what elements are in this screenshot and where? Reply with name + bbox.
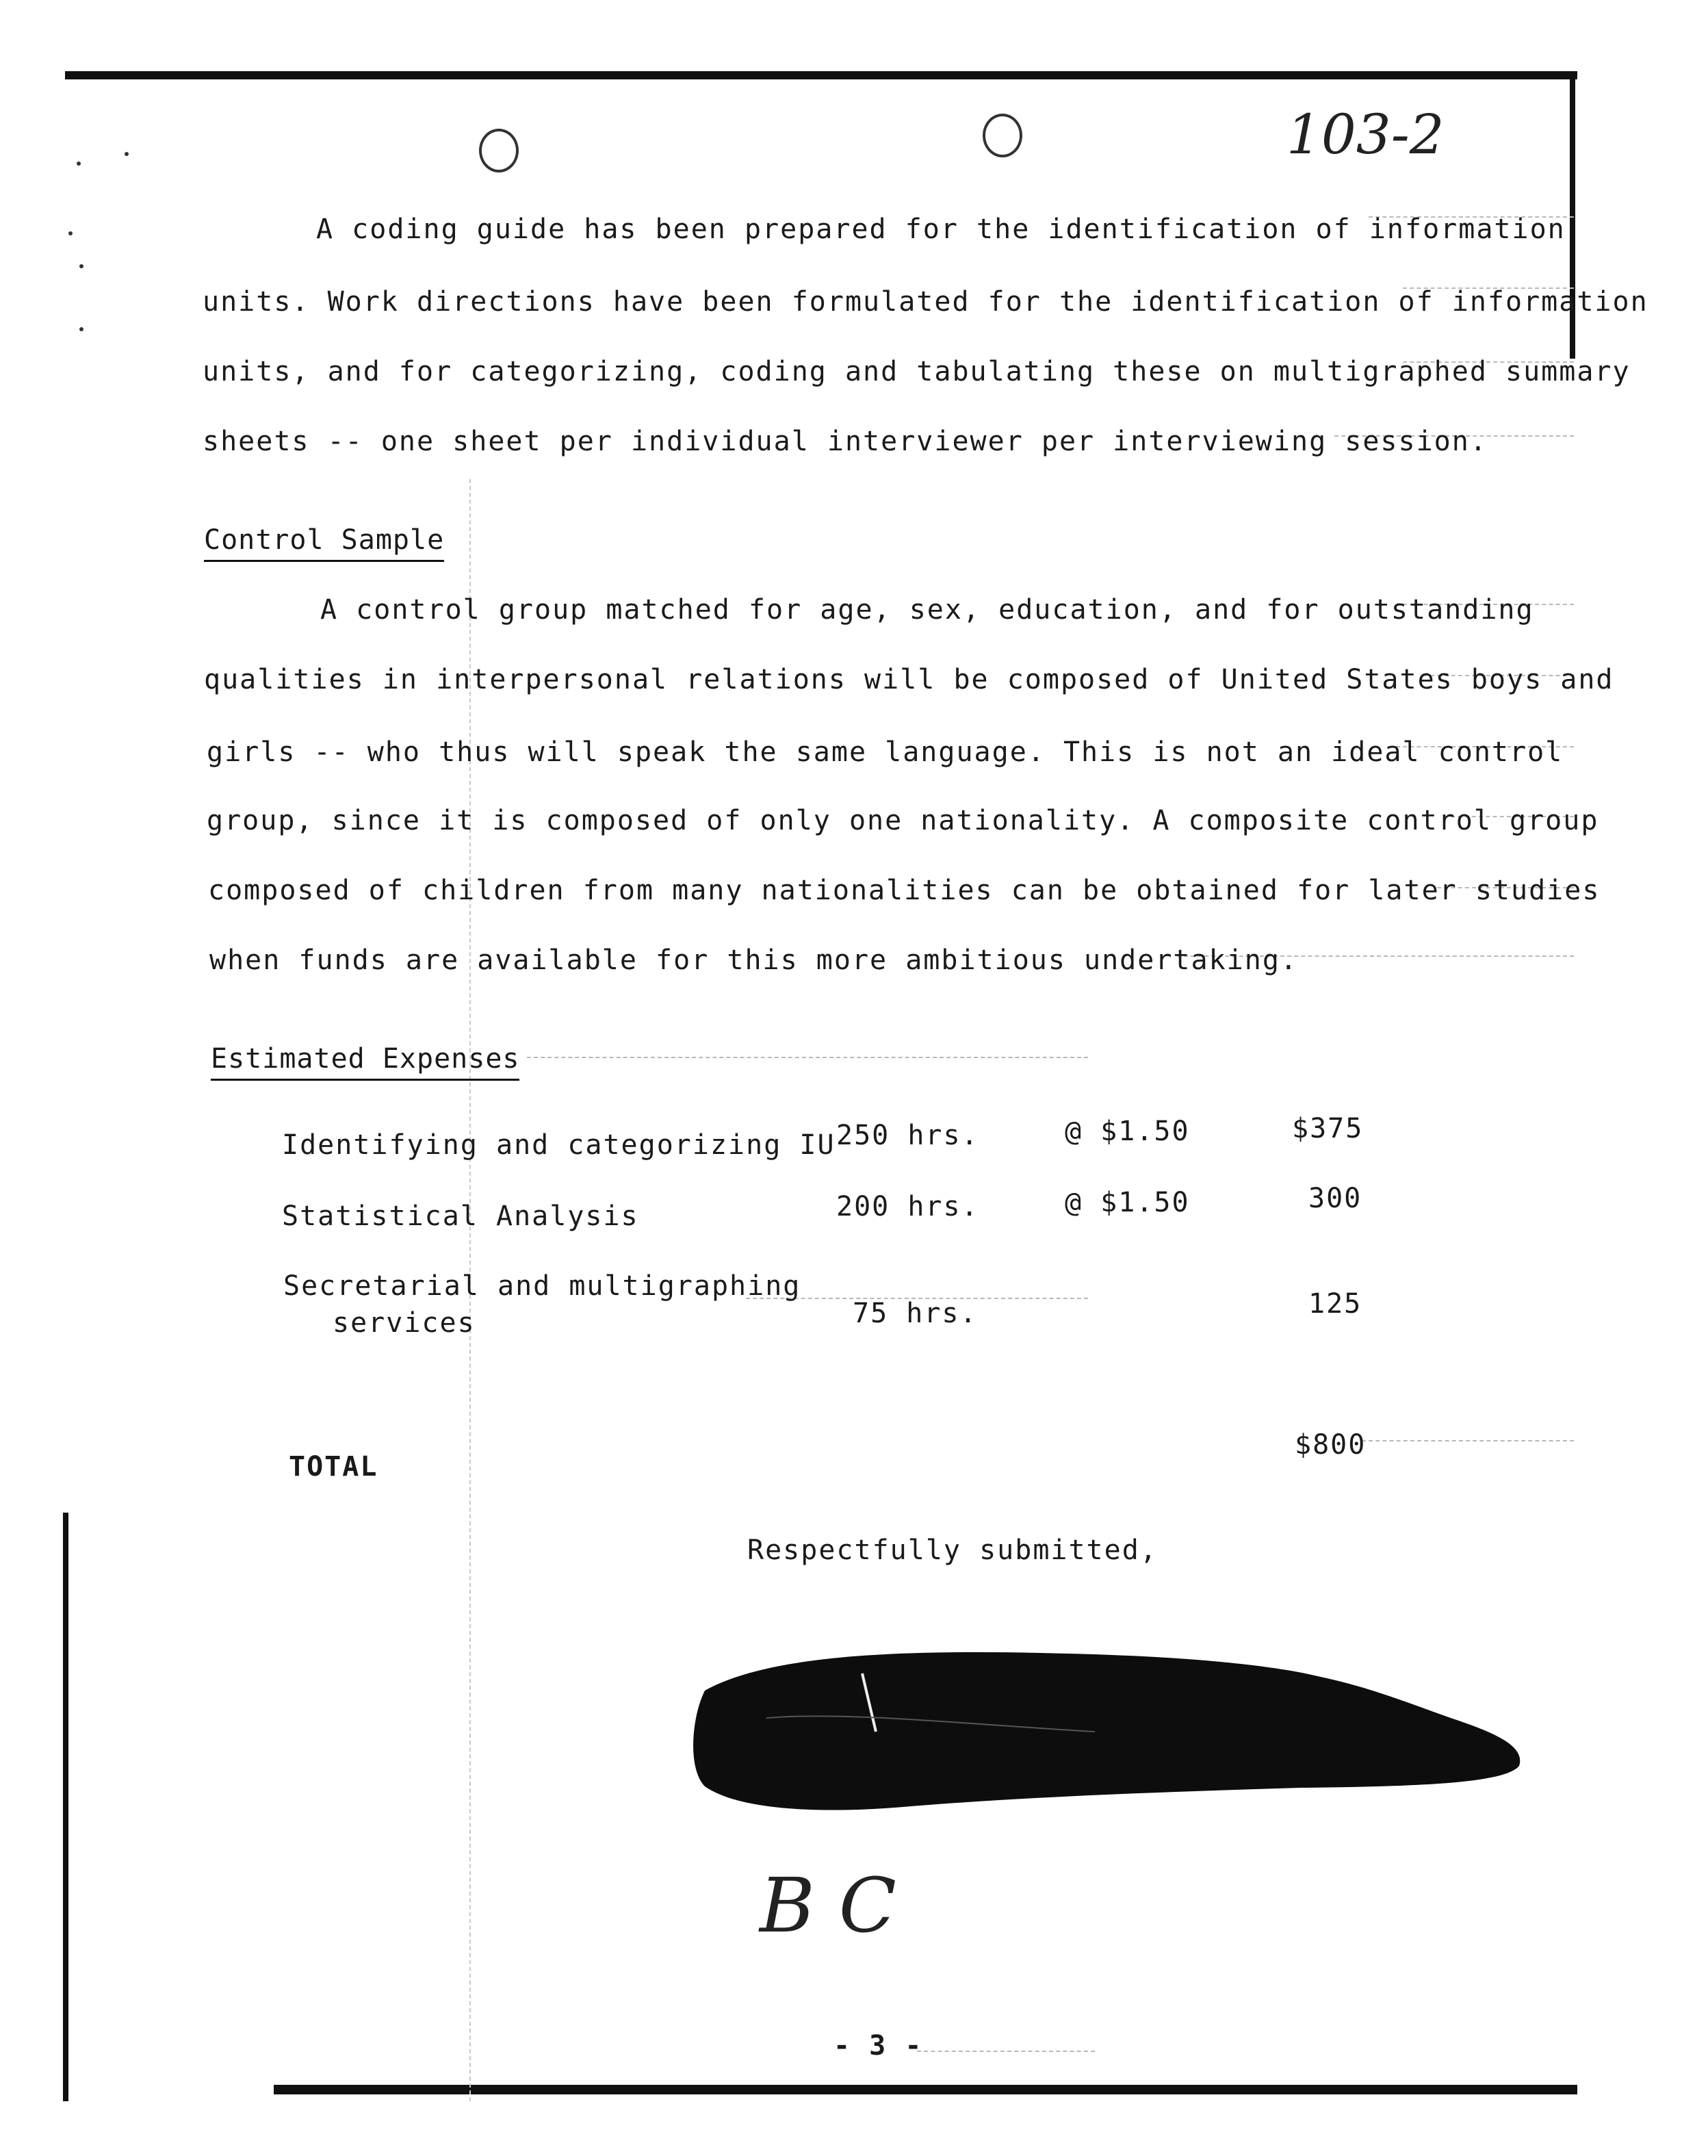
expense-rate: @ $1.50 [1065,1187,1190,1218]
paragraph-line: A coding guide has been prepared for the identification of information [316,214,1566,245]
expense-amount: 300 [1308,1183,1362,1214]
total-label: TOTAL [289,1451,378,1483]
speck [125,152,129,156]
redacted-signature [684,1636,1533,1821]
paragraph-line: composed of children from many nationalities can be obtained for later studies [208,875,1601,906]
punch-hole [983,114,1022,157]
expense-hours: 75 hrs. [853,1298,978,1329]
expense-amount: 125 [1308,1288,1362,1320]
left-border [63,1513,68,2101]
expense-rate: @ $1.50 [1065,1116,1190,1147]
handwritten-page-id: 103-2 [1286,103,1445,166]
paragraph-line: sheets -- one sheet per individual interviewer per interviewing session. [203,426,1488,457]
paragraph-line: girls -- who thus will speak the same language. This is not an ideal control [207,736,1564,768]
top-border [65,71,1577,79]
closing: Respectfully submitted, [747,1535,1158,1566]
speck [79,327,83,331]
expense-hours: 250 hrs. [836,1120,979,1151]
scan-guide-line [1362,1440,1574,1441]
page-number: - 3 - [833,2030,923,2062]
speck [68,231,73,235]
handwritten-initials: B C [760,1862,896,1949]
paragraph-line: group, since it is composed of only one nationality. A composite control group [207,805,1599,836]
scan-guide-line [917,2051,1095,2052]
punch-hole [479,129,519,172]
expense-amount: $375 [1292,1113,1364,1144]
section-heading-estimated-expenses: Estimated Expenses [211,1043,519,1081]
speck [77,162,81,166]
paragraph-line: units. Work directions have been formulated for the identification of information [203,286,1648,318]
paragraph-line: A control group matched for age, sex, education, and for outstanding [320,594,1534,626]
expense-item: Secretarial and multigraphing [283,1270,801,1302]
total-amount: $800 [1295,1429,1367,1461]
scan-guide-line [527,1057,1088,1058]
speck [79,264,83,268]
expense-item-continued: services [333,1307,476,1339]
section-heading-control-sample: Control Sample [204,524,444,562]
expense-hours: 200 hrs. [836,1191,979,1222]
expense-item: Identifying and categorizing IU [282,1129,836,1161]
paragraph-line: units, and for categorizing, coding and tabulating these on multigraphed summary [203,356,1631,387]
expense-item: Statistical Analysis [282,1201,639,1232]
paragraph-line: qualities in interpersonal relations will be composed of United States boys and [204,664,1614,695]
paragraph-line: when funds are available for this more ambitious undertaking. [209,945,1299,976]
